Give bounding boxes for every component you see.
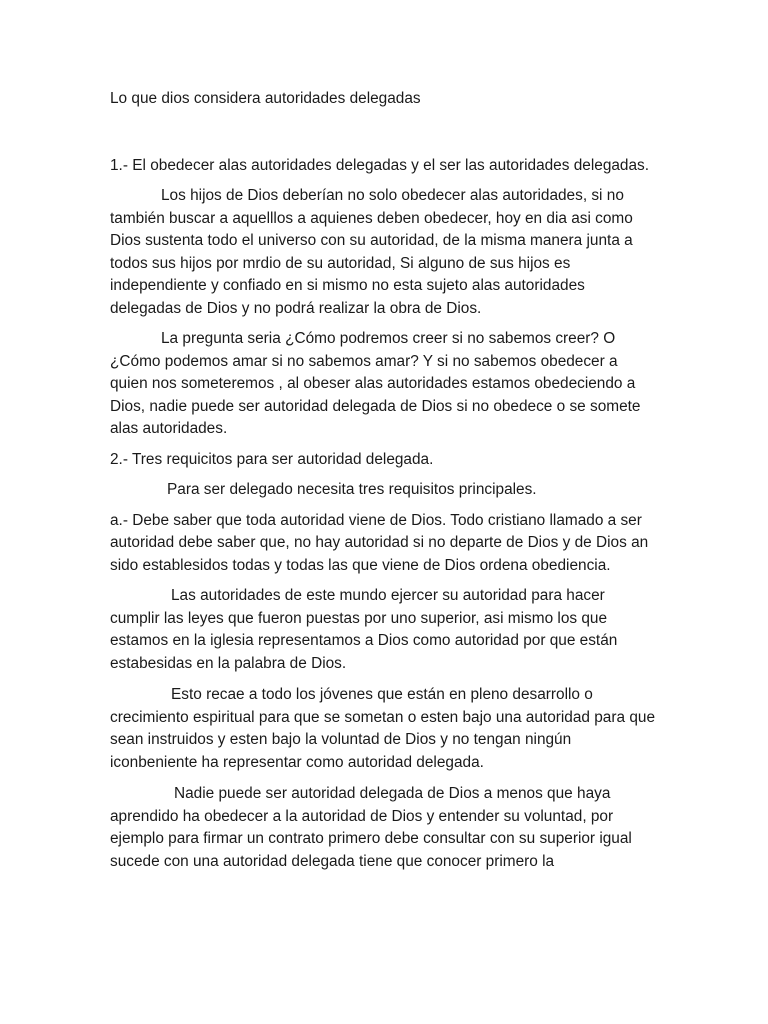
section-2-heading: 2.- Tres requicitos para ser autoridad delegada.	[110, 450, 434, 468]
paragraph: Para ser delegado necesita tres requisitos principales.	[167, 481, 537, 498]
paragraph: Los hijos de Dios deberían no solo obedecer alas autoridades, si no también buscar a aquelllos a aquienes deben obedecer, hoy en dia asi como Dios sustenta todo el universo con su autoridad, de la misma manera junta a todos sus hijos por mrdio de su autoridad, Si alguno de sus hijos es independiente y confiado en si mismo no esta sujeto alas autoridades delegadas de Dios y no podrá realizar la obra de Dios.	[110, 187, 633, 317]
paragraph: Nadie puede ser autoridad delegada de Dios a menos que haya aprendido ha obedecer a la autoridad de Dios y entender su voluntad, por ejemplo para firmar un contrato primero debe consultar con su superior igual sucede con una autoridad delegada tiene que conocer primero la	[110, 785, 632, 870]
paragraph: Las autoridades de este mundo ejercer su autoridad para hacer cumplir las leyes que fueron puestas por uno superior, asi mismo los que estamos en la iglesia representamos a Dios como autoridad por que están estabesidas en la palabra de Dios.	[110, 587, 618, 672]
document-body	[110, 88, 658, 881]
paragraph: Esto recae a todo los jóvenes que están en pleno desarrollo o crecimiento espiritual para que se sometan o esten bajo una autoridad para que sean instruidos y esten bajo la voluntad de Dios y no tengan ningún iconbeniente ha representar como autoridad delegada.	[110, 686, 656, 771]
paragraph: La pregunta seria ¿Cómo podremos creer si no sabemos creer? O ¿Cómo podemos amar si no sabemos amar? Y si no sabemos obedecer a quien nos someteremos , al obeser alas autoridades estamos obedeciendo a Dios, nadie puede ser autoridad delegada de Dios si no obedece o se somete alas autoridades.	[110, 330, 641, 437]
list-item-a: a.- Debe saber que toda autoridad viene de Dios. Todo cristiano llamado a ser autoridad debe saber que, no hay autoridad si no departe de Dios y de Dios an sido establesidos todas y todas las que viene de Dios ordena obediencia.	[110, 511, 649, 574]
document-title: Lo que dios considera autoridades delegadas	[110, 90, 421, 107]
section-1-heading: 1.- El obedecer alas autoridades delegadas y el ser las autoridades delegadas.	[110, 156, 650, 174]
